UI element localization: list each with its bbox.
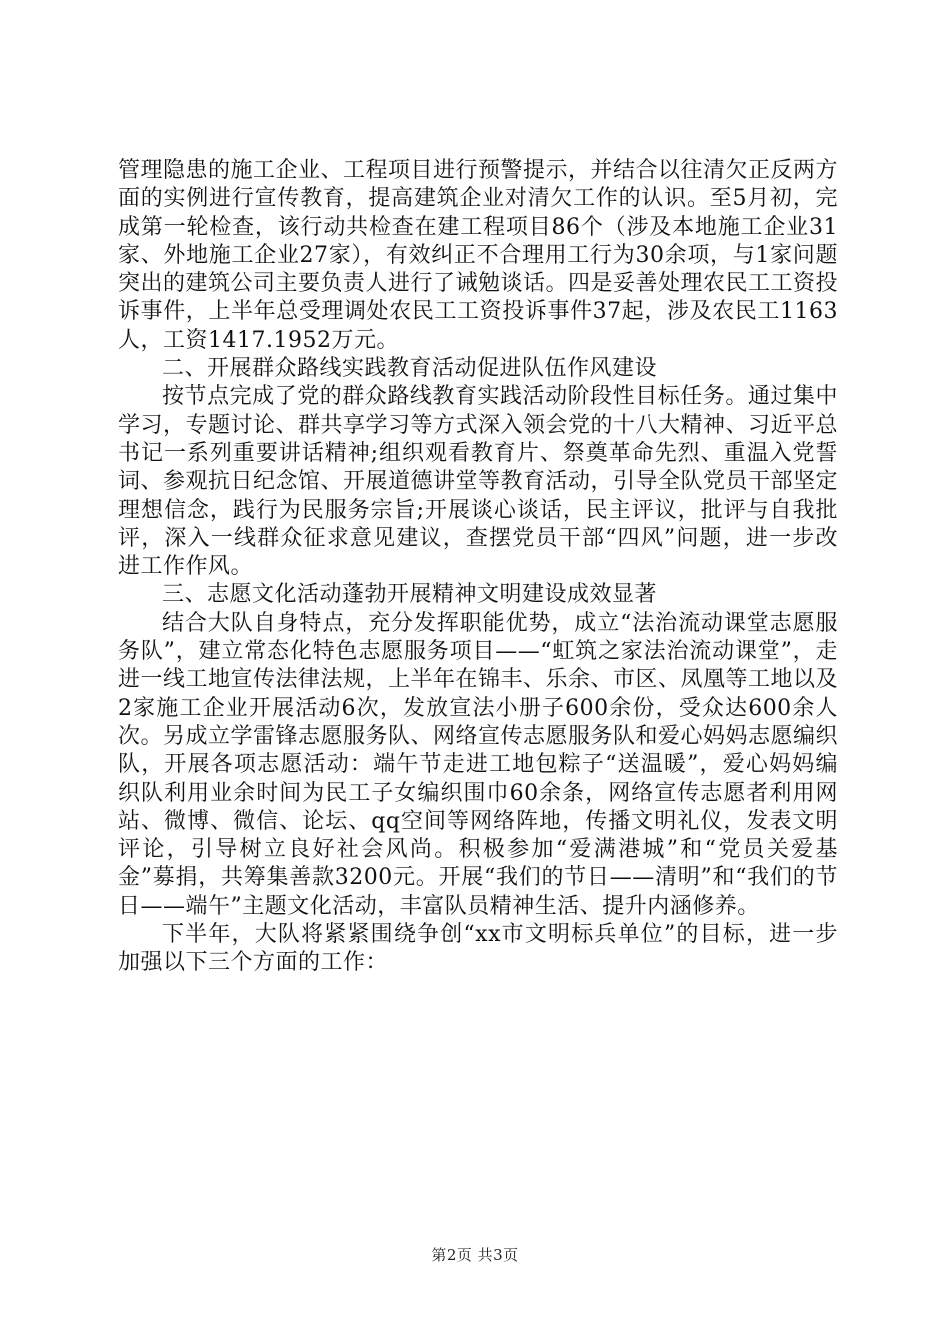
section-heading-2: 二、开展群众路线实践教育活动促进队伍作风建设 [162, 356, 658, 382]
paragraph-second-half: 下半年，大队将紧紧围绕争创“xx市文明标兵单位”的目标，进一步加强以下三个方面的工作： [118, 922, 838, 976]
paragraph-wage-inspection: 管理隐患的施工企业、工程项目进行预警提示，并结合以往清欠正反两方面的实例进行宣传教育，提高建筑企业对清欠工作的认识。至5月初，完成第一轮检查，该行动共检查在建工程项目86个（涉及本地施工企业31家、外地施工企业27家），有效纠正不合理用工行为30余项，与1家问题突出的建筑公司主要负责人进行了诫勉谈话。四是妥善处理农民工工资投诉事件，上半年总受理调处农民工工资投诉事件37起，涉及农民工1163人，工资1417.1952万元。 [118, 158, 839, 353]
document-body [118, 157, 838, 978]
page-footer: 第2页 共3页 [431, 1246, 519, 1264]
paragraph-mass-line: 按节点完成了党的群众路线教育实践活动阶段性目标任务。通过集中学习，专题讨论、群共享学习等方式深入领会党的十八大精神、习近平总书记一系列重要讲话精神;组织观看教育片、祭奠革命先烈、重温入党誓词、参观抗日纪念馆、开展道德讲堂等教育活动，引导全队党员干部坚定理想信念，践行为民服务宗旨;开展谈心谈话，民主评议，批评与自我批评，深入一线群众征求意见建议，查摆党员干部“四风”问题，进一步改进工作作风。 [118, 384, 839, 580]
paragraph-volunteer: 结合大队自身特点，充分发挥职能优势，成立“法治流动课堂志愿服务队”，建立常态化特色志愿服务项目——“虹筑之家法治流动课堂”，走进一线工地宣传法律法规，上半年在锦丰、乐余、市区、凤凰等工地以及2家施工企业开展活动6次，发放宣法小册子600余份，受众达600余人次。另成立学雷锋志愿服务队、网络宣传志愿服务队和爱心妈妈志愿编织队，开展各项志愿活动：端午节走进工地包粽子“送温暖”，爱心妈妈编织队利用业余时间为民工子女编织围巾60余条，网络宣传志愿者利用网站、微博、微信、论坛、qq空间等网络阵地，传播文明礼仪，发表文明评论，引导树立良好社会风尚。积极参加“爱满港城”和“党员关爱基金”募捐，共筹集善款3200元。开展“我们的节日——清明”和“我们的节日——端午”主题文化活动，丰富队员精神生活、提升内涵修养。 [118, 610, 839, 919]
section-heading-3: 三、志愿文化活动蓬勃开展精神文明建设成效显著 [162, 582, 658, 608]
